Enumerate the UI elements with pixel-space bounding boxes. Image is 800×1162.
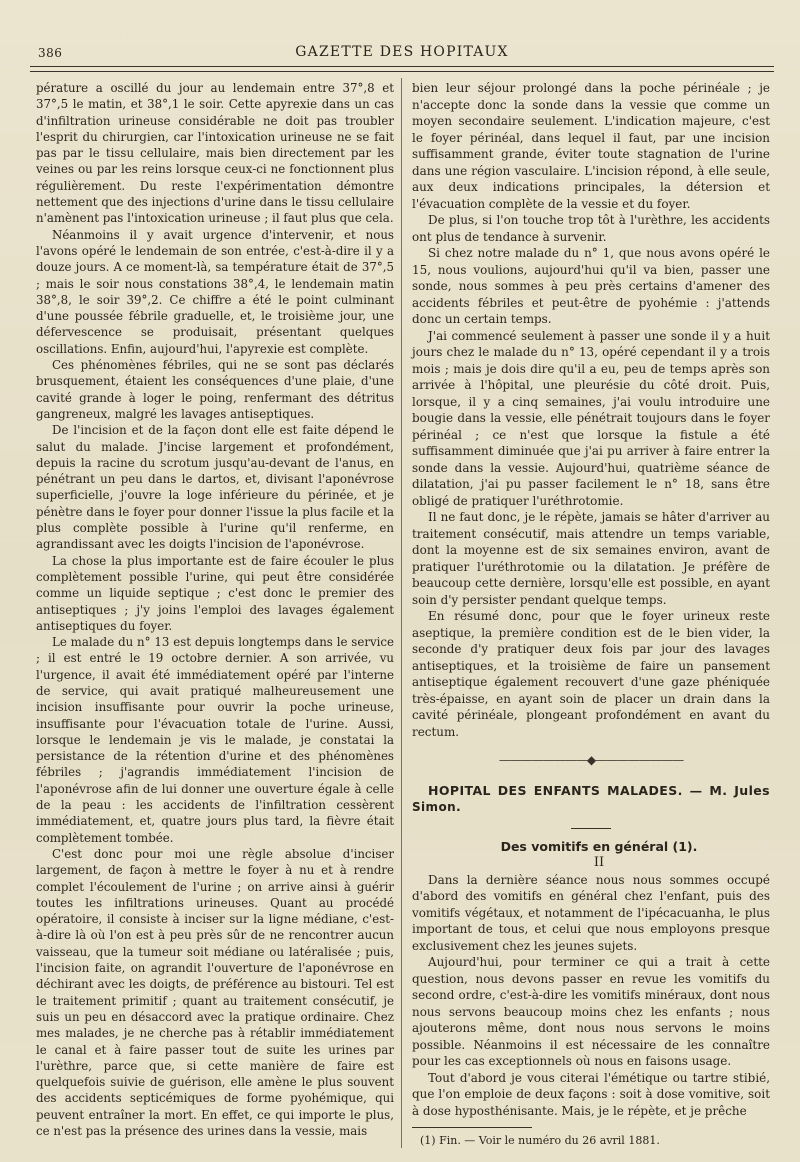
section-heading-text: HOPITAL DES ENFANTS MALADES. — M. Jules	[428, 782, 770, 798]
paragraph: En résumé donc, pour que le foyer urineux reste aseptique, la première condition est de le bien vider, la seconde d'y pratiquer deux fois par jour des lavages antiseptiques, et la troisième de faire un pansement antiseptique également recouvert d'une gaze phéniquée très-épaisse, en ayant soin de placer un drain dans la cavité périnéale, plongeant profondément en avant du rectum.	[412, 609, 770, 739]
paragraph: La chose la plus importante est de faire écouler le plus complètement possible l'urine, qui peut être considérée comme un liquide septique ; c'est donc le premier des antiseptiques ; j'y joins l'emploi des lavages également antiseptiques du foyer.	[36, 553, 394, 633]
paragraph: Si chez notre malade du n° 1, que nous avons opéré le 15, nous voulions, aujourd'hui qu'il va bien, passer une sonde, nous sommes à peu près certains d'amener des accidents fébriles et peut-être de pyohémie : j'attends donc un certain temps.	[412, 246, 770, 326]
section-heading-end: .	[456, 799, 462, 814]
paragraph: Il ne faut donc, je le répète, jamais se hâter d'arriver au traitement consécutif, mais attendre un temps variable, dont la moyenne est de six semaines environ, avant de pratiquer l'uréthrotomie ou la dilatation. Je préfère de beaucoup cette dernière, lorsqu'elle est possible, en ayant soin d'y persister pendant quelque temps.	[412, 510, 770, 607]
paragraph: Ces phénomènes fébriles, qui ne se sont pas déclarés brusquement, étaient les conséquences d'une plaie, d'une cavité grande à loger le poing, renfermant des détritus gangreneux, malgré les lavages antiseptiques.	[36, 358, 394, 421]
paragraph: J'ai commencé seulement à passer une sonde il y a huit jours chez le malade du n° 13, opéré cependant il y a trois mois ; mais je dois dire qu'il a eu, peu de temps après son arrivée à l'hôpital, une pleurésie du côté droit. Puis, lorsque, il y a cinq semaines, j'ai voulu introduire une bougie dans la vessie, elle pénétrait toujours dans le foyer périnéal ; ce n'est que lorsque la fistule a été suffisamment diminuée que j'ai pu arriver à faire entrer la sonde dans la vessie. Aujourd'hui, quatrième séance de dilatation, j'ai pu passer facilement le n° 18, sans être obligé de pratiquer l'uréthrotomie.	[412, 328, 770, 508]
paragraph: De plus, si l'on touche trop tôt à l'urèthre, les accidents ont plus de tendance à survenir.	[412, 213, 770, 244]
separator-ornament: ————————◆————————	[498, 753, 684, 767]
left-column	[36, 80, 394, 1139]
paragraph: Néanmoins il y avait urgence d'intervenir, et nous l'avons opéré le lendemain de son entrée, c'est-à-dire il y a douze jours. A ce moment-là, sa température était de 37°,5 ; mais le soir nous constations 38°,4, le lendemain matin 38°,8, le soir 39°,2. Ce chiffre a été le point culminant d'une poussée fébrile graduelle, et, le troisième jour, une défervescence se produisait, présentant quelques oscillations. Enfin, aujourd'hui, l'apyrexie est complète.	[36, 227, 394, 356]
paragraph: Aujourd'hui, pour terminer ce qui a trait à cette question, nous devons passer en revue les vomitifs du second ordre, c'est-à-dire les vomitifs minéraux, dont nous nous servons beaucoup moins chez les enfants ; nous ajouterons même, dont nous nous servons le moins possible. Néanmoins il est nécessaire de les connaître pour les cas exceptionnels où nous en faisons usage.	[412, 955, 770, 1068]
article-part-number: II	[593, 855, 605, 870]
paragraph: Le malade du n° 13 est depuis longtemps dans le service ; il est entré le 19 octobre dernier. A son arrivée, vu l'urgence, il avait été immédiatement opéré par l'interne de service, qui avait pratiqué malheureusement une incision insuffisante pour ouvrir la poche urineuse, insuffisante pour l'évacuation totale de l'urine. Aussi, lorsque le lendemain je vis le malade, je constatai la persistance de la rétention d'urine et des phénomènes fébriles ; j'agrandis immédiatement l'incision de l'aponévrose afin de lui donner une ouverture égale à celle de la peau : les accidents de l'infiltration cessèrent immédiatement, et, quatre jours plus tard, la fièvre était complètement tombée.	[36, 635, 394, 845]
paragraph: bien leur séjour prolongé dans la poche périnéale ; je n'accepte donc la sonde dans la vessie que comme un moyen secondaire seulement. L'indication majeure, c'est le foyer périnéal, dans lequel il faut, par une incision suffisamment grande, éviter toute stagnation de l'urine dans une région vasculaire. L'incision répond, à elle seule, aux deux indications principales, la détersion et l'évacuation complète de la vessie et du foyer.	[412, 81, 770, 211]
paragraph: pérature a oscillé du jour au lendemain entre 37°,8 et 37°,5 le matin, et 38°,1 le soir. Cette apyrexie dans un cas d'infiltration urineuse considérable ne doit pas troubler l'esprit du chirurgien, car l'intoxication urineuse ne se fait pas par le tissu cellulaire, mais bien directement par les veines ou par les reins lorsque ceux-ci ne fonctionnent plus régulièrement. Du reste l'expérimentation démontre nettement que des injections d'urine dans le tissu cellulaire n'amènent pas l'intoxication urineuse ; il faut plus que cela.	[36, 81, 394, 226]
article-title: Des vomitifs en général (1).	[500, 838, 698, 854]
paragraph: Dans la dernière séance nous nous sommes occupé d'abord des vomitifs en général chez l'enfant, puis des vomitifs végétaux, et notamment de l'ipécacuanha, le plus important de tous, et celui que nous employons presque exclusivement chez les jeunes sujets.	[412, 872, 770, 953]
column-divider	[401, 78, 402, 1148]
footnote-rule	[412, 1127, 532, 1128]
paragraph: C'est donc pour moi une règle absolue d'inciser largement, de façon à mettre le foyer à nu et à rendre complet l'écoulement de l'urine ; on arrive ainsi à guérir toutes les infiltrations urineuses. Quant au procédé opératoire, il consiste à inciser sur la ligne médiane, c'est-à-dire là où l'on est à peu près sûr de ne rencontrer aucun vaisseau, que la tumeur soit médiane ou latéralisée ; puis, l'incision faite, on agrandit l'ouverture de l'aponévrose en déchirant avec les doigts, de préférence au bistouri. Tel est le traitement primitif ; quant au traitement consécutif, je suis un peu en désaccord avec la pratique ordinaire. Chez mes malades, je ne cherche pas à rétablir immédiatement le canal et à faire passer tout de suite les urines par l'urèthre, parce que, si cette manière de faire est quelquefois suivie de guérison, elle amène le plus souvent des accidents septicémiques de forme pyohémique, qui peuvent entraîner la mort. En effet, ce qui importe le plus, ce n'est pas la présence des urines dans la vessie, mais	[36, 846, 394, 1138]
right-column-bottom	[412, 872, 770, 1120]
paragraph: De l'incision et de la façon dont elle est faite dépend le salut du malade. J'incise largement et profondément, depuis la racine du scrotum jusqu'au-devant de l'anus, en pénétrant un peu dans le dartos, et, divisant l'aponévrose superficielle, j'ouvre la loge inférieure du périnée, et je pénètre dans le foyer pour donner l'issue la plus facile et la plus complète possible à l'urine qu'il renferme, en agrandissant avec les doigts l'incision de l'aponévrose.	[36, 423, 394, 552]
section-author: Simon	[412, 800, 457, 814]
right-column-top	[412, 80, 770, 740]
paragraph: Tout d'abord je vous citerai l'émétique ou tartre stibié, que l'on emploie de deux façons : soit à dose vomitive, soit à dose hyposthénisante. Mais, je le répète, et je prêche	[412, 1070, 770, 1118]
page-header	[30, 42, 774, 64]
header-rule	[30, 66, 774, 72]
right-column	[412, 80, 770, 1148]
running-title: GAZETTE DES HOPITAUX	[295, 44, 509, 60]
footnote: (1) Fin. — Voir le numéro du 26 avril 1881.	[420, 1134, 660, 1147]
page-number: 386	[38, 46, 63, 60]
section-heading	[412, 783, 770, 816]
short-rule	[571, 828, 611, 829]
